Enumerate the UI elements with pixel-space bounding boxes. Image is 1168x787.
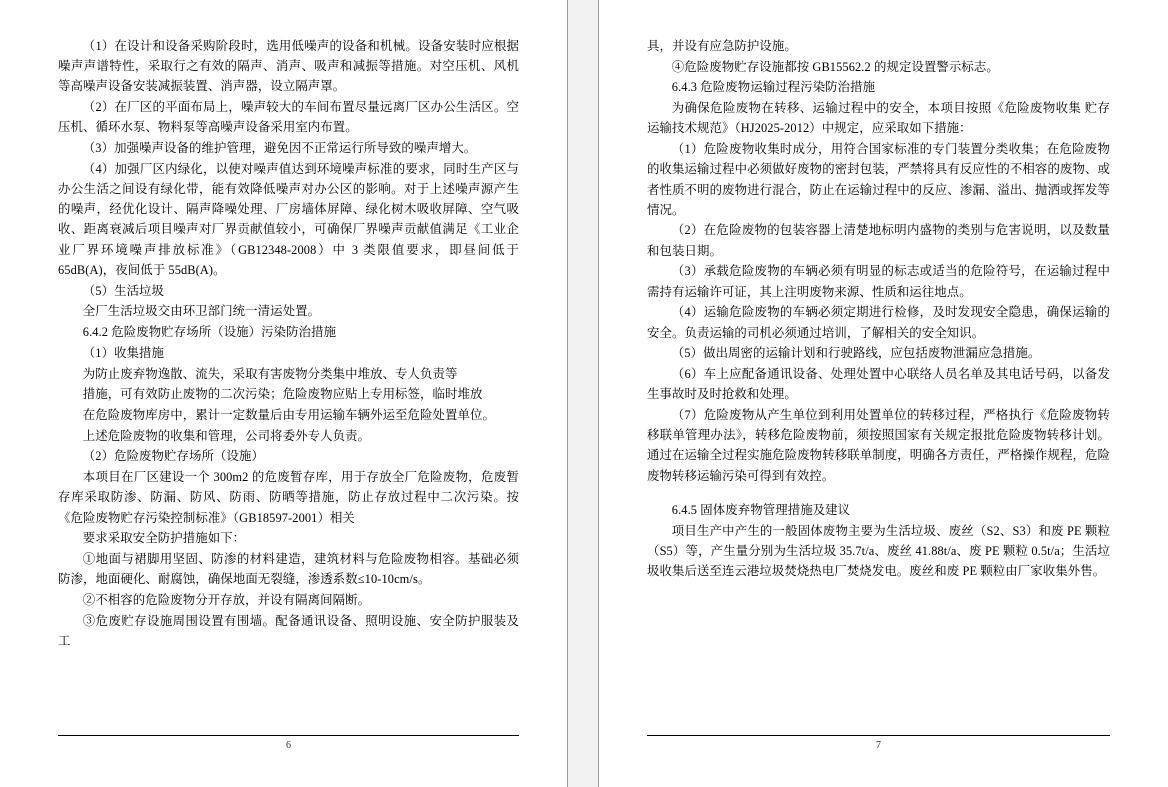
paragraph: 为确保危险废物在转移、运输过程中的安全，本项目按照《危险废物收集 贮存 运输技术规范》（HJ2025-2012）中规定，应采取如下措施： <box>647 101 1110 136</box>
page-right-content <box>599 0 1168 787</box>
paragraph: 本项目在厂区建设一个 300m2 的危废暂存库，用于存放全厂危险废物，危废暂存库采取防渗、防漏、防风、防雨、防晒等措施，防止存放过程中二次污染。按《危险废物贮存污染控制标准》（GB18597-2001）相关 <box>58 470 519 525</box>
paragraph: （1）危险废物收集时成分，用符合国家标准的专门装置分类收集；在危险废物的收集运输过程中必须做好废物的密封包装，严禁将具有反应性的不相容的废物、或者性质不明的废物进行混合，防止在运输过程中的反应、渗漏、溢出、抛洒或挥发等情况。 <box>647 142 1110 217</box>
paragraph-heading-domestic-waste: （5）生活垃圾 <box>82 283 165 298</box>
paragraph: 措施，可有效防止废物的二次污染；危险废物应贴上专用标签，临时堆放 <box>82 387 483 402</box>
paragraph: （1）在设计和设备采购阶段时，选用低噪声的设备和机械。设备安装时应根据噪声声谱特性，采取行之有效的隔声、消声、吸声和减振等措施。对空压机、风机等高噪声设备安装减振装置、消声器，设立隔声罩。 <box>58 39 519 94</box>
paragraph: 在危险废物库房中，累计一定数量后由专用运输车辆外运至危险处置单位。 <box>82 407 495 422</box>
paragraph: 上述危险废物的收集和管理，公司将委外专人负责。 <box>82 428 371 443</box>
paragraph: ②不相容的危险废物分开存放，并设有隔离间隔断。 <box>82 592 371 607</box>
paragraph: 为防止废弃物逸散、流失，采取有害废物分类集中堆放、专人负责等 <box>82 366 458 381</box>
page-left-content <box>0 0 567 787</box>
spacer <box>647 486 1110 500</box>
paragraph: 全厂生活垃圾交由环卫部门统一清运处置。 <box>82 304 321 319</box>
page-left-body <box>58 36 519 651</box>
paragraph: ①地面与裙脚用坚固、防渗的材料建造，建筑材料与危险废物相容。基础必须防渗，地面硬化、耐腐蚀，确保地面无裂缝，渗透系数≤10-10cm/s。 <box>58 551 519 587</box>
page-right-body <box>647 36 1110 582</box>
paragraph: （4）运输危险废物的车辆必须定期进行检修，及时发现安全隐患，确保运输的安全。负责运输的司机必须通过培训，了解相关的安全知识。 <box>647 305 1110 340</box>
paragraph: （6）车上应配备通讯设备、处理处置中心联络人员名单及其电话号码，以备发生事故时及时抢救和处理。 <box>647 367 1110 402</box>
page-number: 6 <box>286 740 291 751</box>
page-right-footer <box>647 735 1110 751</box>
paragraph: ④危险废物贮存设施都按 GB15562.2 的规定设置警示标志。 <box>671 59 999 74</box>
paragraph-heading-storage: （2）危险废物贮存场所（设施） <box>82 449 264 464</box>
paragraph: 要求采取安全防护措施如下： <box>82 531 246 546</box>
paragraph: （5）做出周密的运输计划和行驶路线，应包括废物泄漏应急措施。 <box>671 346 1041 361</box>
paragraph: （7）危险废物从产生单位到利用处置单位的转移过程，严格执行《危险废物转移联单管理办法》，转移危险废物前，须按照国家有关规定报批危险废物转移计划。通过在运输全过程实施危险废物转移联单制度，明确各方责任，严格操作规程，危险废物转移运输污染可得到有效控。 <box>647 407 1110 483</box>
paragraph: 项目生产中产生的一般固体废物主要为生活垃圾、废丝（S2、S3）和废 PE 颗粒（S5）等，产生量分别为生活垃圾 35.7t/a、废丝 41.88t/a、废 PE 颗粒 0.5t/a；生活垃圾收集后送至连云港垃圾焚烧热电厂焚烧发电。废丝和废 PE 颗粒由厂家收集外售。 <box>647 524 1110 579</box>
section-heading-6-4-3: 6.4.3 危险废物运输过程污染防治措施 <box>671 80 876 95</box>
page-left-footer <box>58 735 519 751</box>
paragraph: （2）在危险废物的包装容器上清楚地标明内盛物的类别与危害说明，以及数量和包装日期。 <box>647 223 1110 258</box>
page-number: 7 <box>876 740 881 751</box>
paragraph: （3）加强噪声设备的维护管理，避免因不正常运行所导致的噪声增大。 <box>82 141 477 156</box>
paragraph: （3）承载危险废物的车辆必须有明显的标志或适当的危险符号，在运输过程中需持有运输许可证，其上注明废物来源、性质和运往地点。 <box>647 264 1110 299</box>
page-left <box>0 0 568 787</box>
paragraph-noise-standard <box>58 159 519 280</box>
section-heading-6-4-2: 6.4.2 危险废物贮存场所（设施）污染防治措施 <box>82 325 337 340</box>
paragraph: 具，并设有应急防护设施。 <box>647 39 797 53</box>
page-right <box>599 0 1168 787</box>
paragraph: ③危废贮存设施周围设置有围墙。配备通讯设备、照明设施、安全防护服装及工 <box>58 613 519 648</box>
page-gutter <box>568 0 599 787</box>
paragraph: （2）在厂区的平面布局上，噪声较大的车间布置尽量远离厂区办公生活区。空压机、循环水泵、物料泵等高噪声设备采用室内布置。 <box>58 100 519 135</box>
section-heading-6-4-5: 6.4.5 固体废弃物管理措施及建议 <box>671 503 851 518</box>
paragraph-heading-collection: （1）收集措施 <box>82 345 165 360</box>
paragraph-text: （4）加强厂区内绿化，以使对噪声值达到环境噪声标准的要求，同时生产区与办公生活之间设有绿化带，能有效降低噪声对办公区的影响。对于上述噪声源产生的噪声，经优化设计、隔声降噪处理、厂房墙体屏障、绿化树木吸收屏障、空气吸收、距离衰减后项目噪声对厂界贡献值较小，可确保厂界噪声贡献值满足《工业企业厂界环境噪声排放标准》（GB12348-2008）中 3 类限值要求，即昼间低于 65dB(A)，夜间低于 55dB(A)。 <box>58 161 519 277</box>
